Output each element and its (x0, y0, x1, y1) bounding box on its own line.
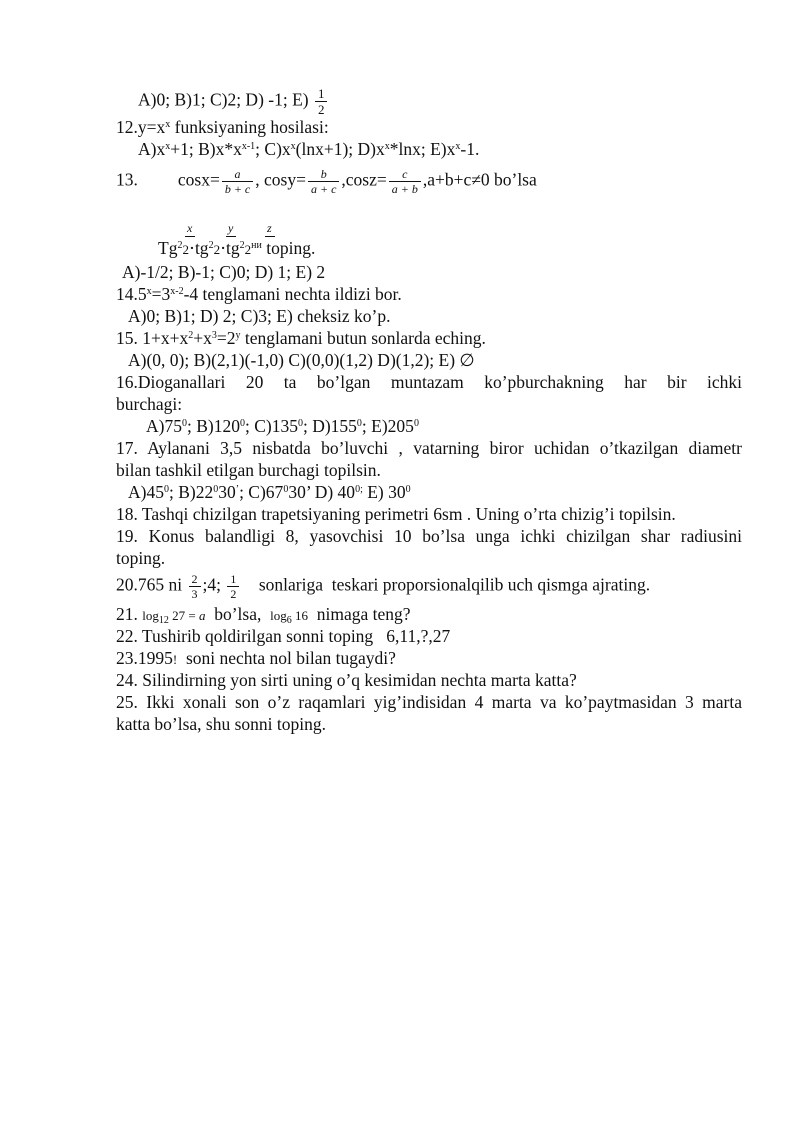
question-text: 18. Tashqi chizilgan trapetsiyaning perimetri 6sm . Uning o’rta chizig’i topilsin. (116, 504, 676, 524)
question-25-continued (116, 714, 326, 734)
answer-text: A)(0, 0); B)(2,1)(-1,0) C)(0,0)(1,2) D)(1,2); E) ∅ (128, 350, 475, 370)
question-text: katta bo’lsa, shu sonni toping. (116, 714, 326, 734)
fraction-denominator: 2 (315, 101, 328, 117)
answer-text: *lnx; E)x (389, 139, 456, 159)
question-text: 25. Ikki xonali son o’z raqamlari yig’indisidan 4 marta va ko’paytmasidan 3 marta (116, 692, 742, 712)
answer-text: A)x (138, 139, 166, 159)
question-text: -4 tenglamani nechta ildizi bor. (183, 284, 402, 304)
answer-options-line (128, 482, 411, 502)
fraction-denominator: 3 (189, 586, 201, 601)
expression-text: ⋅tg (188, 238, 209, 258)
superscript: x (290, 141, 296, 152)
fraction-numerator: b (320, 167, 327, 181)
superscript: 0 (213, 484, 219, 495)
answer-text: A)45 (128, 482, 164, 502)
question-text: nimaga teng? (308, 604, 411, 624)
superscript: 0 (163, 484, 169, 495)
superscript: 0; (355, 484, 363, 495)
fraction (227, 572, 239, 601)
fraction-denominator: 2 (227, 586, 239, 601)
question-text: tenglamani butun sonlarda eching. (240, 328, 486, 348)
question-text: +x (193, 328, 212, 348)
answer-options-line (122, 262, 325, 282)
question-text: ,cosz= (341, 169, 387, 190)
question-text: 24. Silindirning yon sirti uning o’q kesimidan nechta marta katta? (116, 670, 577, 690)
answer-text: ; D)155 (302, 416, 357, 436)
question-text: =2 (216, 328, 236, 348)
subscript: 6 (286, 615, 292, 626)
question-text: 14.5 (116, 284, 147, 304)
superscript: 2 (208, 240, 214, 251)
math-text: 16 (291, 608, 308, 623)
superscript: 0 (239, 418, 245, 429)
answer-text: A)-1/2; B)-1; C)0; D) 1; E) 2 (122, 262, 326, 282)
fraction (389, 167, 421, 196)
answer-options-line (128, 350, 475, 370)
superscript: x-1 (241, 141, 256, 152)
question-text: 17. Aylanani 3,5 nisbatda bo’luvchi , vatarning biror uchidan o’tkazilgan diametr (116, 438, 742, 458)
superscript: y (235, 330, 241, 341)
superscript: x (165, 119, 171, 130)
answer-text: ; E)205 (361, 416, 414, 436)
superscript: 0 (405, 484, 411, 495)
question-text: ;4; (202, 574, 226, 595)
answer-options-line (138, 86, 329, 117)
superscript: 0 (181, 418, 187, 429)
answer-text: A)0; B)1; C)2; D) -1; E) (138, 89, 313, 110)
answer-options-line (128, 306, 390, 326)
fraction (222, 167, 253, 196)
exponent-numerator: y (228, 221, 234, 235)
answer-text: (lnx+1); D)x (295, 139, 385, 159)
question-21 (116, 604, 411, 626)
fraction-denominator: b + c (222, 181, 253, 196)
fraction-numerator: 1 (317, 86, 325, 101)
question-text: ,a+b+c≠0 bo’lsa (422, 169, 537, 190)
question-14 (116, 284, 402, 304)
superscript: 2 (177, 240, 183, 251)
math-log: log (270, 608, 287, 623)
question-16 (116, 372, 742, 392)
expression-text: ⋅tg (220, 238, 240, 258)
superscript: 3 (211, 330, 217, 341)
expression-text: Tg (158, 238, 178, 258)
question-16-continued (116, 394, 182, 414)
answer-text: 30’ D) 40 (288, 482, 356, 502)
answer-text: ; C)67 (239, 482, 284, 502)
question-24 (116, 670, 577, 690)
fraction-numerator: 2 (191, 572, 198, 586)
fraction (315, 86, 328, 117)
answer-text: ; C)135 (244, 416, 298, 436)
answer-text: ; B)22 (168, 482, 214, 502)
superscript: 2 (239, 240, 245, 251)
superscript: x-2 (170, 286, 184, 297)
question-20 (116, 572, 650, 601)
exponent-denominator: 2 (244, 242, 252, 257)
math-text: 27 = (168, 608, 199, 623)
answer-text: -1. (460, 139, 480, 159)
question-19 (116, 526, 742, 546)
superscript: ни (251, 240, 262, 251)
math-variable: a (198, 608, 206, 623)
question-17-continued (116, 460, 381, 480)
question-text: cosx= (177, 169, 220, 190)
subscript: 12 (158, 615, 169, 626)
answer-text: ; B)120 (186, 416, 240, 436)
superscript: x (455, 141, 461, 152)
question-text: , cosy= (255, 169, 306, 190)
fraction-denominator: a + b (389, 181, 421, 196)
question-text: funksiyaning hosilasi: (170, 117, 329, 137)
fraction (308, 167, 339, 196)
exponent-numerator: x (187, 221, 193, 235)
answer-text: A)0; B)1; D) 2; C)3; E) cheksiz ko’p. (128, 306, 391, 326)
superscript: x (165, 141, 171, 152)
question-number: 21. (116, 604, 143, 624)
exponent-denominator: 2 (213, 242, 221, 257)
question-text: =3 (151, 284, 171, 304)
question-15 (116, 328, 486, 348)
answer-text: +1; B)x*x (170, 139, 242, 159)
question-19-continued (116, 548, 165, 568)
superscript: 0 (297, 418, 303, 429)
factorial-sign: ! (172, 652, 178, 667)
answer-text: E) 30 (362, 482, 406, 502)
question-18 (116, 504, 676, 524)
superscript: x (384, 141, 390, 152)
question-text: 16.Dioganallari 20 ta bo’lgan muntazam ko’pburchakning har bir ichki (116, 372, 742, 392)
exponent-fraction-bar (226, 236, 236, 237)
question-17 (116, 438, 742, 458)
question-text: soni nechta nol bilan tugaydi? (177, 648, 396, 668)
superscript: x (146, 286, 152, 297)
question-text: bo’lsa, (205, 604, 271, 624)
tangent-expression (158, 238, 315, 260)
question-13 (116, 167, 537, 196)
question-text: toping. (116, 548, 166, 568)
superscript: ’ (235, 484, 240, 495)
fraction-numerator: a (234, 167, 241, 181)
question-number: 13. (116, 169, 138, 190)
question-text: 22. Tushirib qoldirilgan sonni toping 6,11,?,27 (116, 626, 451, 646)
fraction-numerator: c (402, 167, 408, 181)
answer-text: 30 (218, 482, 236, 502)
superscript: 0 (283, 484, 289, 495)
exponent-fraction-bar (265, 236, 275, 237)
question-23 (116, 648, 396, 670)
answer-options-line (146, 416, 419, 436)
superscript: 0 (356, 418, 362, 429)
superscript: 0 (413, 418, 419, 429)
math-log: log (142, 608, 159, 623)
answer-options-line (138, 139, 479, 159)
answer-text: ; C)x (255, 139, 291, 159)
fraction-numerator: 1 (230, 572, 237, 586)
fraction (189, 572, 201, 601)
exponent-fraction-bar (185, 236, 195, 237)
question-text: 23.1995 (116, 648, 173, 668)
question-text: 20.765 ni (116, 574, 187, 595)
exponent-denominator: 2 (182, 242, 189, 257)
question-22 (116, 626, 450, 646)
question-12 (116, 117, 329, 137)
answer-text: A)75 (146, 416, 182, 436)
exponent-numerator: z (267, 221, 272, 235)
question-text: sonlariga teskari proporsionalqilib uch qismga ajrating. (241, 574, 651, 595)
question-25 (116, 692, 742, 712)
superscript: 2 (188, 330, 194, 341)
question-text: bilan tashkil etilgan burchagi topilsin. (116, 460, 381, 480)
question-text: 12.y=x (116, 117, 166, 137)
question-text: 15. 1+x+x (116, 328, 189, 348)
question-text: burchagi: (116, 394, 183, 414)
question-text: 19. Konus balandligi 8, yasovchisi 10 bo’lsa unga ichki chizilgan shar radiusini (116, 526, 742, 546)
expression-text: toping. (261, 238, 316, 258)
fraction-denominator: a + c (308, 181, 339, 196)
